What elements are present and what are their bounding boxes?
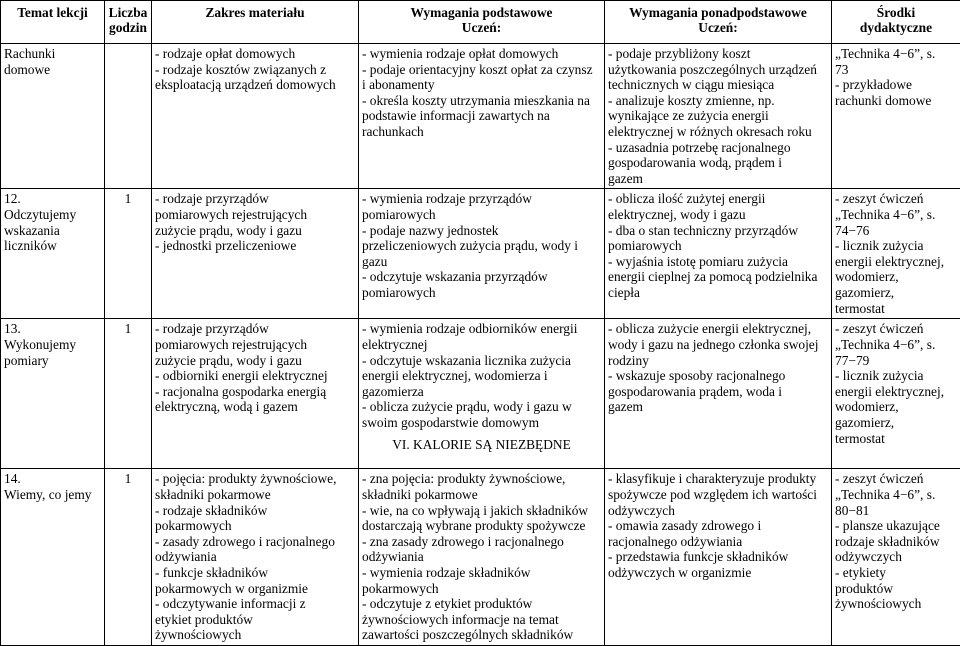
cell-line: żywnościowych informacje na temat xyxy=(362,612,601,628)
cell-line: - określa koszty utrzymania mieszkania na xyxy=(362,93,601,109)
cell-line: - odczytuje z etykiet produktów xyxy=(362,596,601,612)
cell-line: - zna zasady zdrowego i racjonalnego xyxy=(362,534,601,550)
cell-line: 73 xyxy=(835,62,957,78)
cell-line: - rodzaje przyrządów xyxy=(155,321,355,337)
hours-cell xyxy=(105,189,152,319)
cell-line: 80−81 xyxy=(835,503,957,519)
cell-line: - wie, na co wpływają i jakich składników xyxy=(362,503,601,519)
cell-line: energii elektrycznej, xyxy=(835,254,957,270)
teaching-aids-cell xyxy=(832,189,960,319)
teaching-aids-cell xyxy=(832,44,960,189)
cell-line: zawartości poszczególnych składników xyxy=(362,627,601,643)
cell-line: produktów xyxy=(835,581,957,597)
hours-cell xyxy=(105,319,152,469)
header-topic: Temat lekcji xyxy=(1,1,105,44)
cell-line: spożywcze pod względem ich wartości xyxy=(608,487,828,503)
cell-line: domowe xyxy=(4,62,101,78)
cell-line: odżywiania xyxy=(362,549,601,565)
cell-line: gazem xyxy=(608,399,828,415)
hours-cell xyxy=(105,44,152,189)
cell-line: 12. xyxy=(4,191,101,207)
cell-line: - wymienia rodzaje opłat domowych xyxy=(362,46,601,62)
cell-lines xyxy=(835,321,957,446)
basic-requirements-cell xyxy=(359,189,605,319)
scope-cell xyxy=(152,189,359,319)
cell-lines xyxy=(4,471,101,502)
cell-line: zużycie prądu, wody i gazu xyxy=(155,353,355,369)
cell-line: Wykonujemy xyxy=(4,337,101,353)
cell-line: - rodzaje składników xyxy=(155,503,355,519)
cell-line: - omawia zasady zdrowego i xyxy=(608,518,828,534)
cell-line: żywnościowych xyxy=(155,627,355,643)
cell-line: elektrycznej xyxy=(362,337,601,353)
cell-line: - oblicza zużycie prądu, wody i gazu w xyxy=(362,399,601,415)
table-row xyxy=(1,319,960,469)
cell-line: - rodzaje opłat domowych xyxy=(155,46,355,62)
cell-line: odżywczych xyxy=(608,503,828,519)
cell-lines xyxy=(835,46,957,108)
header-extended: Wymagania ponadpodstawowe Uczeń: xyxy=(605,1,832,44)
cell-line: energii elektrycznej, xyxy=(835,384,957,400)
basic-requirements-cell xyxy=(359,319,605,469)
cell-line: - odbiorniki energii elektrycznej xyxy=(155,368,355,384)
table-row xyxy=(1,469,960,646)
cell-lines xyxy=(4,46,101,77)
cell-line: wskazania xyxy=(4,223,101,239)
cell-line: elektryczną, wodą i gazem xyxy=(155,399,355,415)
topic-cell xyxy=(1,189,105,319)
cell-line: etykiet produktów xyxy=(155,612,355,628)
cell-line: - zeszyt ćwiczeń xyxy=(835,321,957,337)
cell-line: technicznych w ciągu miesiąca xyxy=(608,77,828,93)
cell-line: - licznik zużycia xyxy=(835,238,957,254)
cell-line: „Technika 4−6”, s. xyxy=(835,46,957,62)
cell-line: - odczytuje wskazania licznika zużycia xyxy=(362,353,601,369)
extended-requirements-cell xyxy=(605,189,832,319)
basic-requirements-cell xyxy=(359,469,605,646)
cell-lines xyxy=(155,321,355,415)
cell-line: wodomierz, xyxy=(835,269,957,285)
cell-line: racjonalnego odżywiania xyxy=(608,534,828,550)
cell-line: termostat xyxy=(835,301,957,317)
cell-lines xyxy=(608,191,828,300)
cell-line: - jednostki przeliczeniowe xyxy=(155,238,355,254)
cell-line: ciepła xyxy=(608,285,828,301)
cell-line: - zasady zdrowego i racjonalnego xyxy=(155,534,355,550)
cell-line: - wymienia rodzaje odbiorników energii xyxy=(362,321,601,337)
cell-line: - funkcje składników xyxy=(155,565,355,581)
cell-line: gazem xyxy=(608,171,828,187)
cell-line: składniki pokarmowe xyxy=(155,487,355,503)
cell-lines xyxy=(155,46,355,93)
cell-lines xyxy=(362,46,601,140)
cell-line: rodziny xyxy=(608,353,828,369)
cell-line: - oblicza zużycie energii elektrycznej, xyxy=(608,321,828,337)
cell-line: pomiarowych xyxy=(362,285,601,301)
cell-line: przeliczeniowych zużycia prądu, wody i xyxy=(362,238,601,254)
cell-line: wody i gazu na jednego członka swojej xyxy=(608,337,828,353)
cell-line: dostarczają wybrane produkty spożywcze xyxy=(362,518,601,534)
cell-line: pokarmowych w organizmie xyxy=(155,581,355,597)
table-row xyxy=(1,44,960,189)
header-basic: Wymagania podstawowe Uczeń: xyxy=(359,1,605,44)
cell-line: pomiarowych xyxy=(362,207,601,223)
cell-line: 13. xyxy=(4,321,101,337)
cell-line: - rodzaje kosztów związanych z xyxy=(155,62,355,78)
cell-line: Rachunki xyxy=(4,46,101,62)
cell-line: - racjonalna gospodarka energią xyxy=(155,384,355,400)
cell-lines xyxy=(835,191,957,316)
cell-line: - pojęcia: produkty żywnościowe, xyxy=(155,471,355,487)
cell-line: wodomierz, xyxy=(835,399,957,415)
cell-line: 74−76 xyxy=(835,223,957,239)
table-row xyxy=(1,189,960,319)
header-hours: Liczba godzin xyxy=(105,1,152,44)
cell-line: - licznik zużycia xyxy=(835,368,957,384)
cell-line: Wiemy, co jemy xyxy=(4,487,101,503)
cell-line: gazomierz, xyxy=(835,415,957,431)
cell-text: 1 xyxy=(125,471,132,486)
cell-line: - zeszyt ćwiczeń xyxy=(835,471,957,487)
cell-line: „Technika 4−6”, s. xyxy=(835,337,957,353)
header-scope: Zakres materiału xyxy=(152,1,359,44)
cell-text: 1 xyxy=(125,191,132,206)
cell-lines xyxy=(608,321,828,415)
cell-line: „Technika 4−6”, s. xyxy=(835,487,957,503)
cell-line: pomiarowych rejestrujących xyxy=(155,337,355,353)
topic-cell xyxy=(1,469,105,646)
scope-cell xyxy=(152,44,359,189)
cell-line: - przykładowe xyxy=(835,77,957,93)
cell-line: - oblicza ilość zużytej energii xyxy=(608,191,828,207)
cell-line: wynikające ze zużycia energii xyxy=(608,108,828,124)
header-row xyxy=(1,1,960,44)
extended-requirements-cell xyxy=(605,469,832,646)
cell-line: liczników xyxy=(4,238,101,254)
cell-line: - wymienia rodzaje przyrządów xyxy=(362,191,601,207)
cell-line: energii elektrycznej, wodomierza i xyxy=(362,368,601,384)
cell-line: rodzaje składników xyxy=(835,534,957,550)
cell-line: pomiarowych xyxy=(608,238,828,254)
cell-line: - etykiety xyxy=(835,565,957,581)
cell-line: - uzasadnia potrzebę racjonalnego xyxy=(608,140,828,156)
cell-line: gospodarowania prądem, woda i xyxy=(608,384,828,400)
cell-line: - przedstawia funkcje składników xyxy=(608,549,828,565)
teaching-aids-cell xyxy=(832,469,960,646)
cell-line: - odczytywanie informacji z xyxy=(155,596,355,612)
cell-line: rachunkach xyxy=(362,124,601,140)
cell-line: pomiarowych rejestrujących xyxy=(155,207,355,223)
cell-line: pokarmowych xyxy=(155,518,355,534)
cell-line: termostat xyxy=(835,431,957,447)
cell-line: - odczytuje wskazania przyrządów xyxy=(362,269,601,285)
cell-line: energii cieplnej za pomocą podzielnika xyxy=(608,269,828,285)
cell-lines xyxy=(4,321,101,368)
cell-lines xyxy=(608,46,828,186)
cell-lines xyxy=(608,471,828,580)
cell-line: odżywczych xyxy=(835,549,957,565)
cell-line: rachunki domowe xyxy=(835,93,957,109)
cell-line: podstawie informacji zawartych na xyxy=(362,108,601,124)
extended-requirements-cell xyxy=(605,44,832,189)
cell-line: użytkowania poszczególnych urządzeń xyxy=(608,62,828,78)
cell-lines xyxy=(362,321,601,430)
cell-line: - dba o stan techniczny przyrządów xyxy=(608,223,828,239)
cell-text: 1 xyxy=(125,321,132,336)
hours-cell xyxy=(105,469,152,646)
cell-line: - rodzaje przyrządów xyxy=(155,191,355,207)
cell-line: gazomierza xyxy=(362,384,601,400)
cell-line: żywnościowych xyxy=(835,596,957,612)
cell-line: swoim gospodarstwie domowym xyxy=(362,415,601,431)
cell-line: - podaje nazwy jednostek xyxy=(362,223,601,239)
section-title: VI. KALORIE SĄ NIEZBĘDNE xyxy=(362,431,601,455)
teaching-aids-cell xyxy=(832,319,960,469)
cell-line: - klasyfikuje i charakteryzuje produkty xyxy=(608,471,828,487)
cell-line: gazu xyxy=(362,254,601,270)
header-means: Środki dydaktyczne xyxy=(832,1,960,44)
cell-line: elektrycznej, wody i gazu xyxy=(608,207,828,223)
cell-line: pokarmowych xyxy=(362,581,601,597)
cell-line: eksploatacją urządzeń domowych xyxy=(155,77,355,93)
cell-lines xyxy=(155,471,355,643)
topic-cell xyxy=(1,319,105,469)
cell-line: gospodarowania wodą, prądem i xyxy=(608,155,828,171)
cell-lines xyxy=(362,191,601,300)
cell-line: - wyjaśnia istotę pomiaru zużycia xyxy=(608,254,828,270)
cell-line: zużycie prądu, wody i gazu xyxy=(155,223,355,239)
cell-line: 77−79 xyxy=(835,353,957,369)
extended-requirements-cell xyxy=(605,319,832,469)
cell-line: - wymienia rodzaje składników xyxy=(362,565,601,581)
cell-line: - zna pojęcia: produkty żywnościowe, xyxy=(362,471,601,487)
cell-line: - podaje orientacyjny koszt opłat za czynsz xyxy=(362,62,601,78)
cell-line: Odczytujemy xyxy=(4,207,101,223)
cell-line: - podaje przybliżony koszt xyxy=(608,46,828,62)
cell-lines xyxy=(362,471,601,643)
cell-line: i abonamenty xyxy=(362,77,601,93)
topic-cell xyxy=(1,44,105,189)
cell-line: odżywiania xyxy=(155,549,355,565)
cell-line: odżywczych w organizmie xyxy=(608,565,828,581)
cell-line: - analizuje koszty zmienne, np. xyxy=(608,93,828,109)
scope-cell xyxy=(152,469,359,646)
cell-lines xyxy=(835,471,957,611)
cell-line: elektrycznej w różnych okresach roku xyxy=(608,124,828,140)
cell-lines xyxy=(155,191,355,253)
cell-lines xyxy=(4,191,101,253)
cell-line: gazomierz, xyxy=(835,285,957,301)
cell-line: 14. xyxy=(4,471,101,487)
cell-line: - wskazuje sposoby racjonalnego xyxy=(608,368,828,384)
scope-cell xyxy=(152,319,359,469)
cell-line: pomiary xyxy=(4,353,101,369)
cell-line: „Technika 4−6”, s. xyxy=(835,207,957,223)
cell-line: składniki pokarmowe xyxy=(362,487,601,503)
cell-line: - zeszyt ćwiczeń xyxy=(835,191,957,207)
cell-line: - plansze ukazujące xyxy=(835,518,957,534)
basic-requirements-cell xyxy=(359,44,605,189)
